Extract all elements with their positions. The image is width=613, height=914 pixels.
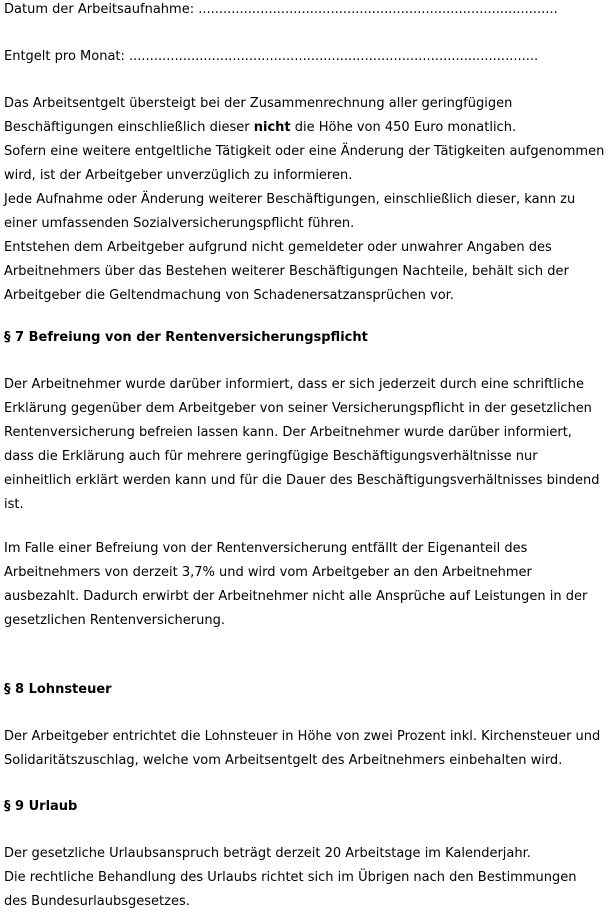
text-line: Der gesetzliche Urlaubsanspruch beträgt derzeit 20 Arbeitstage im Kalenderjahr. <box>4 846 531 861</box>
text-line: Der Arbeitgeber entrichtet die Lohnsteuer in Höhe von zwei Prozent inkl. Kirchensteuer und <box>4 729 601 744</box>
salary-line: Entgelt pro Monat: ................................................................................................... <box>4 49 539 64</box>
text-line: Arbeitnehmers über das Bestehen weiterer Beschäftigungen Nachteile, behält sich der <box>4 264 569 279</box>
text-line: wird, ist der Arbeitgeber unverzüglich zu informieren. <box>4 168 353 183</box>
section-8 <box>4 678 611 702</box>
text-line: Erklärung gegenüber dem Arbeitgeber von seiner Versicherungspflicht in der gesetzlichen <box>4 401 592 416</box>
text-line: Der Arbeitnehmer wurde darüber informiert, dass er sich jederzeit durch eine schriftliche <box>4 377 585 392</box>
text-line: Im Falle einer Befreiung von der Rentenversicherung entfällt der Eigenanteil des <box>4 541 528 556</box>
paragraph-marginal-employment <box>4 92 611 308</box>
text-line: ist. <box>4 497 24 512</box>
text-line: Entstehen dem Arbeitgeber aufgrund nicht gemeldeter oder unwahrer Angaben des <box>4 240 552 255</box>
section-9-heading: § 9 Urlaub <box>4 799 78 814</box>
section-8-paragraph <box>4 725 611 773</box>
text-line: Arbeitnehmers von derzeit 3,7% und wird vom Arbeitgeber an den Arbeitnehmer <box>4 565 532 580</box>
text-line: Arbeitgeber die Geltendmachung von Schadenersatzansprüchen vor. <box>4 288 454 303</box>
text-line: Jede Aufnahme oder Änderung weiterer Beschäftigungen, einschließlich dieser, kann zu <box>4 192 576 207</box>
text-line: einheitlich erklärt werden kann und für die Dauer des Beschäftigungsverhältnisses bindend <box>4 473 600 488</box>
text-line: Das Arbeitsentgelt übersteigt bei der Zusammenrechnung aller geringfügigen <box>4 96 513 111</box>
start-date-field <box>4 0 611 22</box>
section-7-paragraph-1 <box>4 373 611 517</box>
start-date-line: Datum der Arbeitsaufnahme: ....................................................................................... <box>4 2 558 17</box>
section-8-heading: § 8 Lohnsteuer <box>4 682 112 697</box>
text-line: des Bundesurlaubsgesetzes. <box>4 894 190 909</box>
text-line: ausbezahlt. Dadurch erwirbt der Arbeitnehmer nicht alle Ansprüche auf Leistungen in der <box>4 589 588 604</box>
text-line: Die rechtliche Behandlung des Urlaubs richtet sich im Übrigen nach den Bestimmungen <box>4 870 577 885</box>
section-7 <box>4 326 611 350</box>
text-line: Solidaritätszuschlag, welche vom Arbeitsentgelt des Arbeitnehmers einbehalten wird. <box>4 753 563 768</box>
text-line: einer umfassenden Sozialversicherungspflicht führen. <box>4 216 355 231</box>
section-7-paragraph-2 <box>4 537 611 633</box>
section-9 <box>4 795 611 819</box>
text-line: dass die Erklärung auch für mehrere geringfügige Beschäftigungsverhältnisse nur <box>4 449 538 464</box>
section-9-paragraph <box>4 842 611 914</box>
salary-field <box>4 45 611 69</box>
text-line: gesetzlichen Rentenversicherung. <box>4 613 225 628</box>
text-line: Beschäftigungen einschließlich dieser nicht die Höhe von 450 Euro monatlich. <box>4 120 517 135</box>
text-line: Sofern eine weitere entgeltliche Tätigkeit oder eine Änderung der Tätigkeiten aufgenommen <box>4 144 605 159</box>
section-7-heading: § 7 Befreiung von der Rentenversicherungspflicht <box>4 330 368 345</box>
text-line: Rentenversicherung befreien lassen kann. Der Arbeitnehmer wurde darüber informiert, <box>4 425 572 440</box>
